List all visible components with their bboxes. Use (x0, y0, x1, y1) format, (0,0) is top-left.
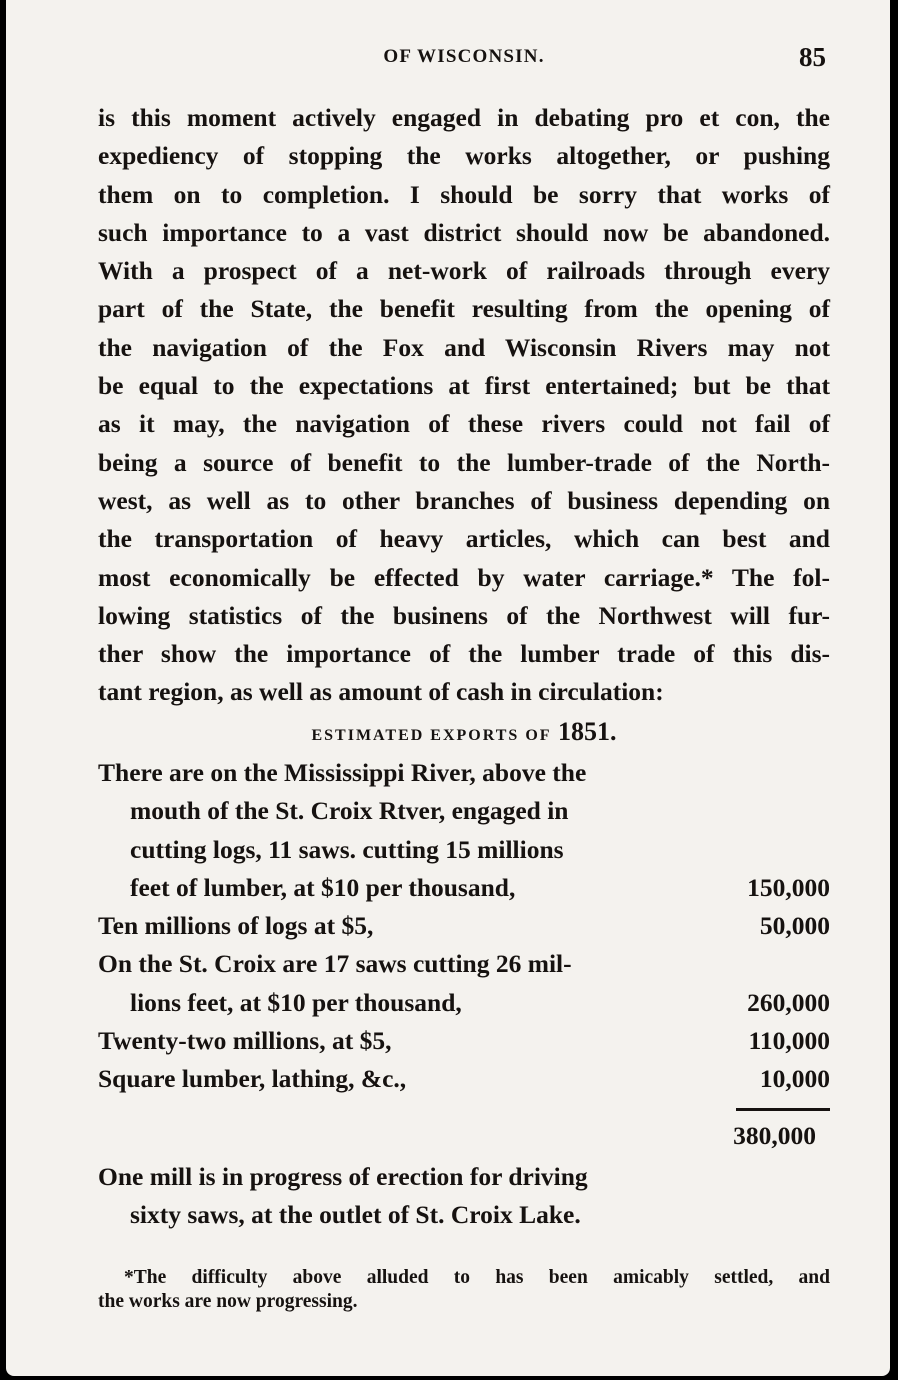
footnote-line: *The difficulty above alluded to has been amicably settled, and (124, 1267, 830, 1288)
body-line: being a source of benefit to the lumber-trade of the North- (98, 447, 830, 477)
export-row (98, 907, 830, 945)
export-row-text: Square lumber, lathing, &c., (98, 1064, 407, 1094)
running-head-title: OF WISCONSIN. (383, 46, 545, 67)
body-line: west, as well as to other branches of business depending on (98, 485, 830, 515)
export-row (98, 792, 830, 830)
exports-table (98, 754, 830, 1099)
running-head (98, 42, 830, 82)
body-line: them on to completion. I should be sorry that works of (98, 179, 830, 209)
export-row (98, 869, 830, 907)
body-line: be equal to the expectations at first entertained; but be that (98, 371, 830, 401)
sum-rule (736, 1108, 830, 1111)
export-row-text: feet of lumber, at $10 per thousand, (130, 872, 516, 902)
export-row-text: On the St. Croix are 17 saws cutting 26 mil- (98, 949, 572, 979)
export-row (98, 754, 830, 792)
export-row (98, 831, 830, 869)
body-line: expediency of stopping the works altogether, or pushing (98, 141, 830, 171)
export-row-amount: 50,000 (759, 911, 830, 941)
export-row-text: cutting logs, 11 saws. cutting 15 millions (130, 834, 564, 864)
export-row-text: There are on the Mississippi River, above the (98, 758, 587, 787)
body-line: as it may, the navigation of these rivers could not fail of (98, 409, 830, 439)
export-row-amount: 10,000 (759, 1064, 830, 1094)
exports-heading-text: ESTIMATED EXPORTS OF (311, 727, 552, 744)
body-line: most economically be effected by water carriage.* The fol- (98, 562, 830, 592)
export-row-text: Ten millions of logs at $5, (98, 911, 374, 941)
export-row-text: mouth of the St. Croix Rtver, engaged in (130, 796, 569, 826)
footnote (98, 1266, 830, 1314)
export-row (98, 1022, 830, 1060)
export-row (98, 1060, 830, 1098)
body-line: the navigation of the Fox and Wisconsin Rivers may not (98, 332, 830, 362)
footnote-line: the works are now progressing. (98, 1291, 358, 1312)
body-line: part of the State, the benefit resulting from the opening of (98, 294, 830, 324)
body-line: lowing statistics of the businens of the Northwest will fur- (98, 600, 830, 630)
export-row-amount: 260,000 (747, 987, 830, 1017)
body-line: is this moment actively engaged in debating pro et con, the (98, 103, 830, 132)
body-text (98, 99, 830, 712)
exports-total: 380,000 (733, 1121, 816, 1150)
exports-heading-year: 1851. (558, 717, 617, 746)
export-row (98, 984, 830, 1022)
export-row (98, 945, 830, 983)
exports-heading (98, 717, 830, 747)
export-row-amount: 110,000 (748, 1026, 830, 1056)
mill-note-line: One mill is in progress of erection for driving (98, 1162, 588, 1191)
mill-note (98, 1158, 678, 1235)
export-row-amount: 150,000 (747, 872, 830, 902)
body-line: tant region, as well as amount of cash in circulation: (98, 677, 664, 707)
page-number: 85 (799, 42, 826, 72)
mill-note-line: sixty saws, at the outlet of St. Croix Lake. (130, 1200, 581, 1230)
body-line: such importance to a vast district should now be abandoned. (98, 217, 830, 247)
book-page (6, 0, 890, 1376)
body-line: ther show the importance of the lumber trade of this dis- (98, 639, 830, 669)
body-line: the transportation of heavy articles, which can best and (98, 524, 830, 554)
export-row-text: Twenty-two millions, at $5, (98, 1026, 392, 1056)
body-line: With a prospect of a net-work of railroads through every (98, 256, 830, 286)
export-row-text: lions feet, at $10 per thousand, (130, 987, 462, 1017)
